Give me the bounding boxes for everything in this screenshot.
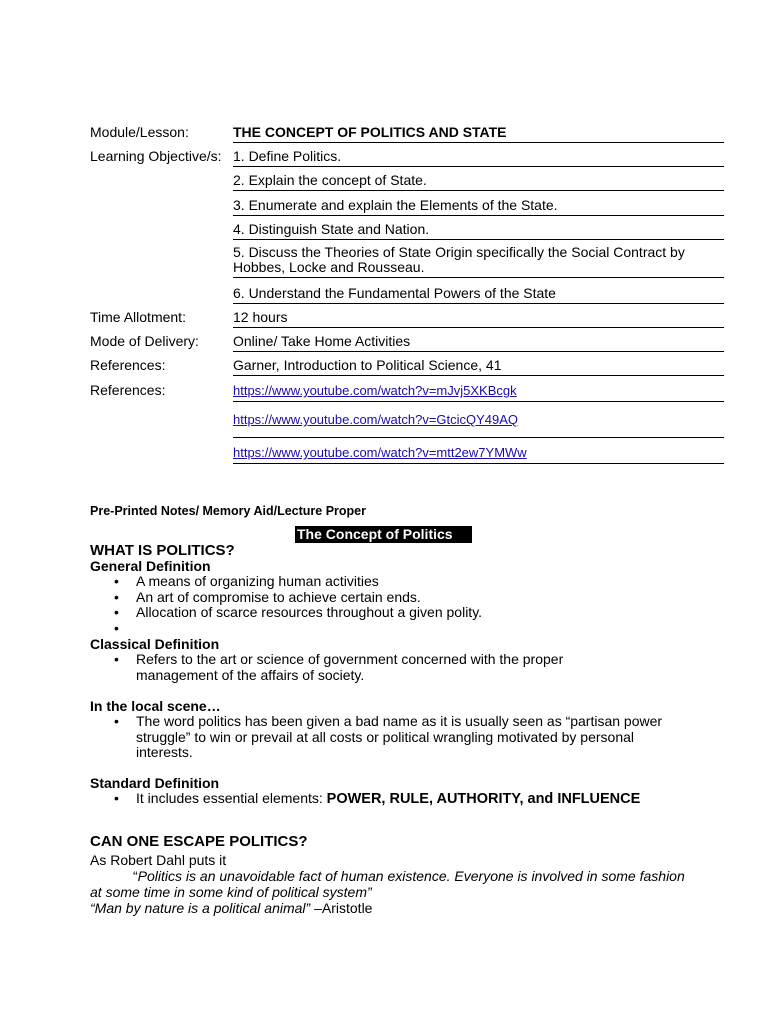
local-scene-heading: In the local scene… bbox=[90, 698, 221, 714]
standard-definition-list bbox=[114, 791, 684, 808]
classical-definition-list bbox=[114, 652, 594, 683]
list-item: • An art of compromise to achieve certain ends. bbox=[114, 590, 684, 606]
module-label: Module/Lesson: bbox=[90, 124, 189, 140]
dahl-intro: As Robert Dahl puts it bbox=[90, 852, 227, 868]
objective-item: 3. Enumerate and explain the Elements of the State. bbox=[233, 197, 724, 216]
youtube-link[interactable]: https://www.youtube.com/watch?v=mtt2ew7YMWw bbox=[233, 445, 527, 460]
general-definition-heading: General Definition bbox=[90, 558, 211, 574]
standard-elements: POWER, RULE, AUTHORITY, and INFLUENCE bbox=[326, 791, 641, 807]
standard-definition-heading: Standard Definition bbox=[90, 775, 220, 791]
local-scene-list bbox=[114, 714, 666, 761]
dahl-quote: Politics is an unavoidable fact of human existence. Everyone is involved in some fashion at some time in some kind of political system” bbox=[90, 868, 685, 900]
delivery-label: Mode of Delivery: bbox=[90, 333, 199, 349]
aristotle-line bbox=[90, 900, 372, 916]
delivery-value: Online/ Take Home Activities bbox=[233, 333, 724, 352]
link-cell bbox=[233, 444, 724, 464]
aristotle-attribution: –Aristotle bbox=[310, 900, 373, 916]
what-is-politics-heading: WHAT IS POLITICS? bbox=[90, 542, 235, 559]
objective-item: 5. Discuss the Theories of State Origin specifically the Social Contract by Hobbes, Locke and Rousseau. bbox=[233, 245, 724, 278]
escape-politics-heading: CAN ONE ESCAPE POLITICS? bbox=[90, 833, 308, 850]
link-cell bbox=[233, 382, 724, 402]
objective-item: 6. Understand the Fundamental Powers of the State bbox=[233, 285, 724, 304]
objective-item: 2. Explain the concept of State. bbox=[233, 172, 724, 191]
list-item bbox=[114, 791, 684, 808]
notes-header: Pre-Printed Notes/ Memory Aid/Lecture Proper bbox=[90, 504, 366, 518]
objectives-label: Learning Objective/s: bbox=[90, 148, 222, 164]
general-definition-list bbox=[114, 574, 684, 636]
link-cell bbox=[233, 411, 724, 438]
time-value: 12 hours bbox=[233, 309, 724, 328]
objective-item: 4. Distinguish State and Nation. bbox=[233, 221, 724, 240]
objective-item: 1. Define Politics. bbox=[233, 148, 724, 167]
dahl-quote-block bbox=[90, 868, 690, 900]
aristotle-quote: “Man by nature is a political animal” bbox=[90, 900, 311, 916]
section-title-box: The Concept of Politics bbox=[295, 526, 472, 543]
references-value: Garner, Introduction to Political Science, 41 bbox=[233, 357, 724, 376]
classical-definition-heading: Classical Definition bbox=[90, 636, 220, 652]
list-item: • Allocation of scarce resources throughout a given polity. bbox=[114, 605, 684, 621]
standard-prefix: It includes essential elements: bbox=[136, 790, 327, 806]
list-item bbox=[114, 621, 684, 637]
youtube-link[interactable]: https://www.youtube.com/watch?v=mJvj5XKBcgk bbox=[233, 383, 517, 398]
quote-open-mark: “ bbox=[133, 868, 138, 884]
list-item: • The word politics has been given a bad name as it is usually seen as “partisan power struggle” to win or prevail at all costs or political wrangling motivated by personal interests. bbox=[114, 714, 666, 761]
list-item: • A means of organizing human activities bbox=[114, 574, 684, 590]
list-item: • Refers to the art or science of government concerned with the proper management of the affairs of society. bbox=[114, 652, 594, 683]
module-title: THE CONCEPT OF POLITICS AND STATE bbox=[233, 124, 724, 143]
references-label: References: bbox=[90, 382, 166, 398]
youtube-link[interactable]: https://www.youtube.com/watch?v=GtcicQY49AQ bbox=[233, 412, 519, 427]
references-label: References: bbox=[90, 357, 166, 373]
time-label: Time Allotment: bbox=[90, 309, 186, 325]
